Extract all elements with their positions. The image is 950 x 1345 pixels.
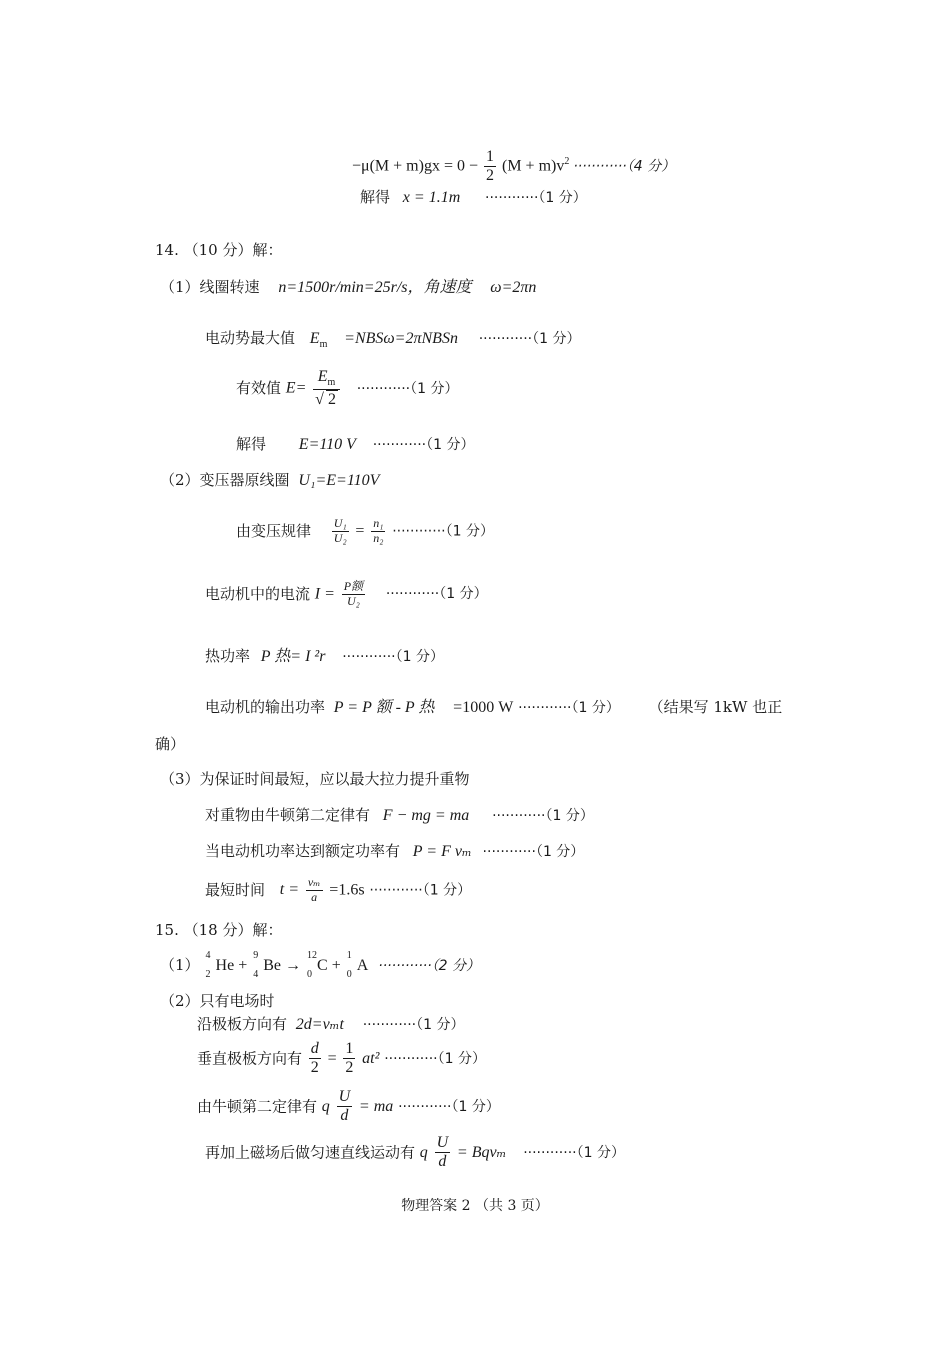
q14-p3-intro: （3）为保证时间最短，应以最大拉力提升重物 xyxy=(160,770,470,788)
solve-e-line: 解得 E=110 V ············（1 分） xyxy=(236,435,475,453)
heat-power-line: 热功率 P 热= I ²r ············（1 分） xyxy=(205,647,444,665)
effective-line: 有效值 E= $\frac{E_m}{√ 2}$ ············（1 分） xyxy=(236,368,459,408)
nuclear-reaction-line: （1） 4 2 He + 9 4 Be → 12 0 C + 1 0 A ············（2 分） xyxy=(160,950,481,980)
q15-p2-intro: （2）只有电场时 xyxy=(160,992,275,1010)
q15-header: 15. （18 分）解： xyxy=(155,921,283,939)
rated-power-line: 当电动机功率达到额定功率有 P = F vₘ ············（1 分） xyxy=(205,842,585,860)
transformer-rule-line: 由变压规律 $\frac{\text{U₁}}{\text{U₂}}$ = $\frac{\text{n₁}}{\text{n₂}}$ ············（1 分） xyxy=(236,516,494,545)
eff-fraction: $\frac{E_m}{√ 2}$ xyxy=(313,368,340,409)
page-footer: 物理答案 2 （共 3 页） xyxy=(401,1198,549,1214)
q14-p1-intro: （1）线圈转速 n=1500r/min=25r/s，角速度 ω=2πn xyxy=(160,278,537,296)
eq-half: $\frac{1}{2}$ xyxy=(486,148,494,185)
q14-header: 14. （10 分）解： xyxy=(155,241,283,259)
newton-q15-line: 由牛顿第二定律有 q $\frac{U}{d}$ = ma ············（1 分） xyxy=(197,1088,500,1125)
min-time-line: 最短时间 t = $\frac{\text{vₘ}}{a}$ =1.6s ············（1 分） xyxy=(205,875,472,904)
perp-plate-line: 垂直极板方向有 $\frac{d}{2}$ = $\frac{1}{2}$ at² ············（1 分） xyxy=(197,1040,486,1077)
nuclide-be: 9 4 Be xyxy=(253,950,282,980)
magnetic-line: 再加上磁场后做匀速直线运动有 q $\frac{U}{d}$ = Bqvₘ ············（1 分） xyxy=(205,1134,625,1171)
emax-line: 电动势最大值 $E_m$ =NBSω=2πNBSn ············（1 分） xyxy=(205,329,581,351)
output-power-line: 电动机的输出功率 P = P 额 - P 热 =1000 W ············（1 分） （结果写 1kW 也正 xyxy=(205,698,783,716)
score-4: ············（4 分） xyxy=(573,158,676,175)
nuclide-a: 1 0 A xyxy=(346,950,369,980)
nuclide-c: 12 0 C xyxy=(307,950,328,980)
motor-current-line: 电动机中的电流 I = $\frac{\text{P额}}{\text{U₂}}$ ············（1 分） xyxy=(205,579,488,608)
nuclide-he: 4 2 He xyxy=(205,950,235,980)
eq-left: −μ(M + m)gx = 0 − xyxy=(352,157,478,175)
along-plate-line: 沿极板方向有 2d=vₘt ············（1 分） xyxy=(197,1015,465,1033)
solve-x-line: 解得 x = 1.1m ············（1 分） xyxy=(360,188,587,206)
energy-equation: −μ(M + m)gx = 0 − $\frac{1}{2}$ $(M + m)v^2 \cdot\cdot\cdot\cdot\cdot\cdot\cdot\cdot\cdot\cdot\cdot\cdot(4$ 分） xyxy=(352,148,676,185)
output-note-cont: 确） xyxy=(155,735,186,753)
newton-line: 对重物由牛顿第二定律有 F − mg = ma ············（1 分） xyxy=(205,806,594,824)
q14-p2-intro: （2）变压器原线圈 U₁=E=110V xyxy=(160,471,380,489)
